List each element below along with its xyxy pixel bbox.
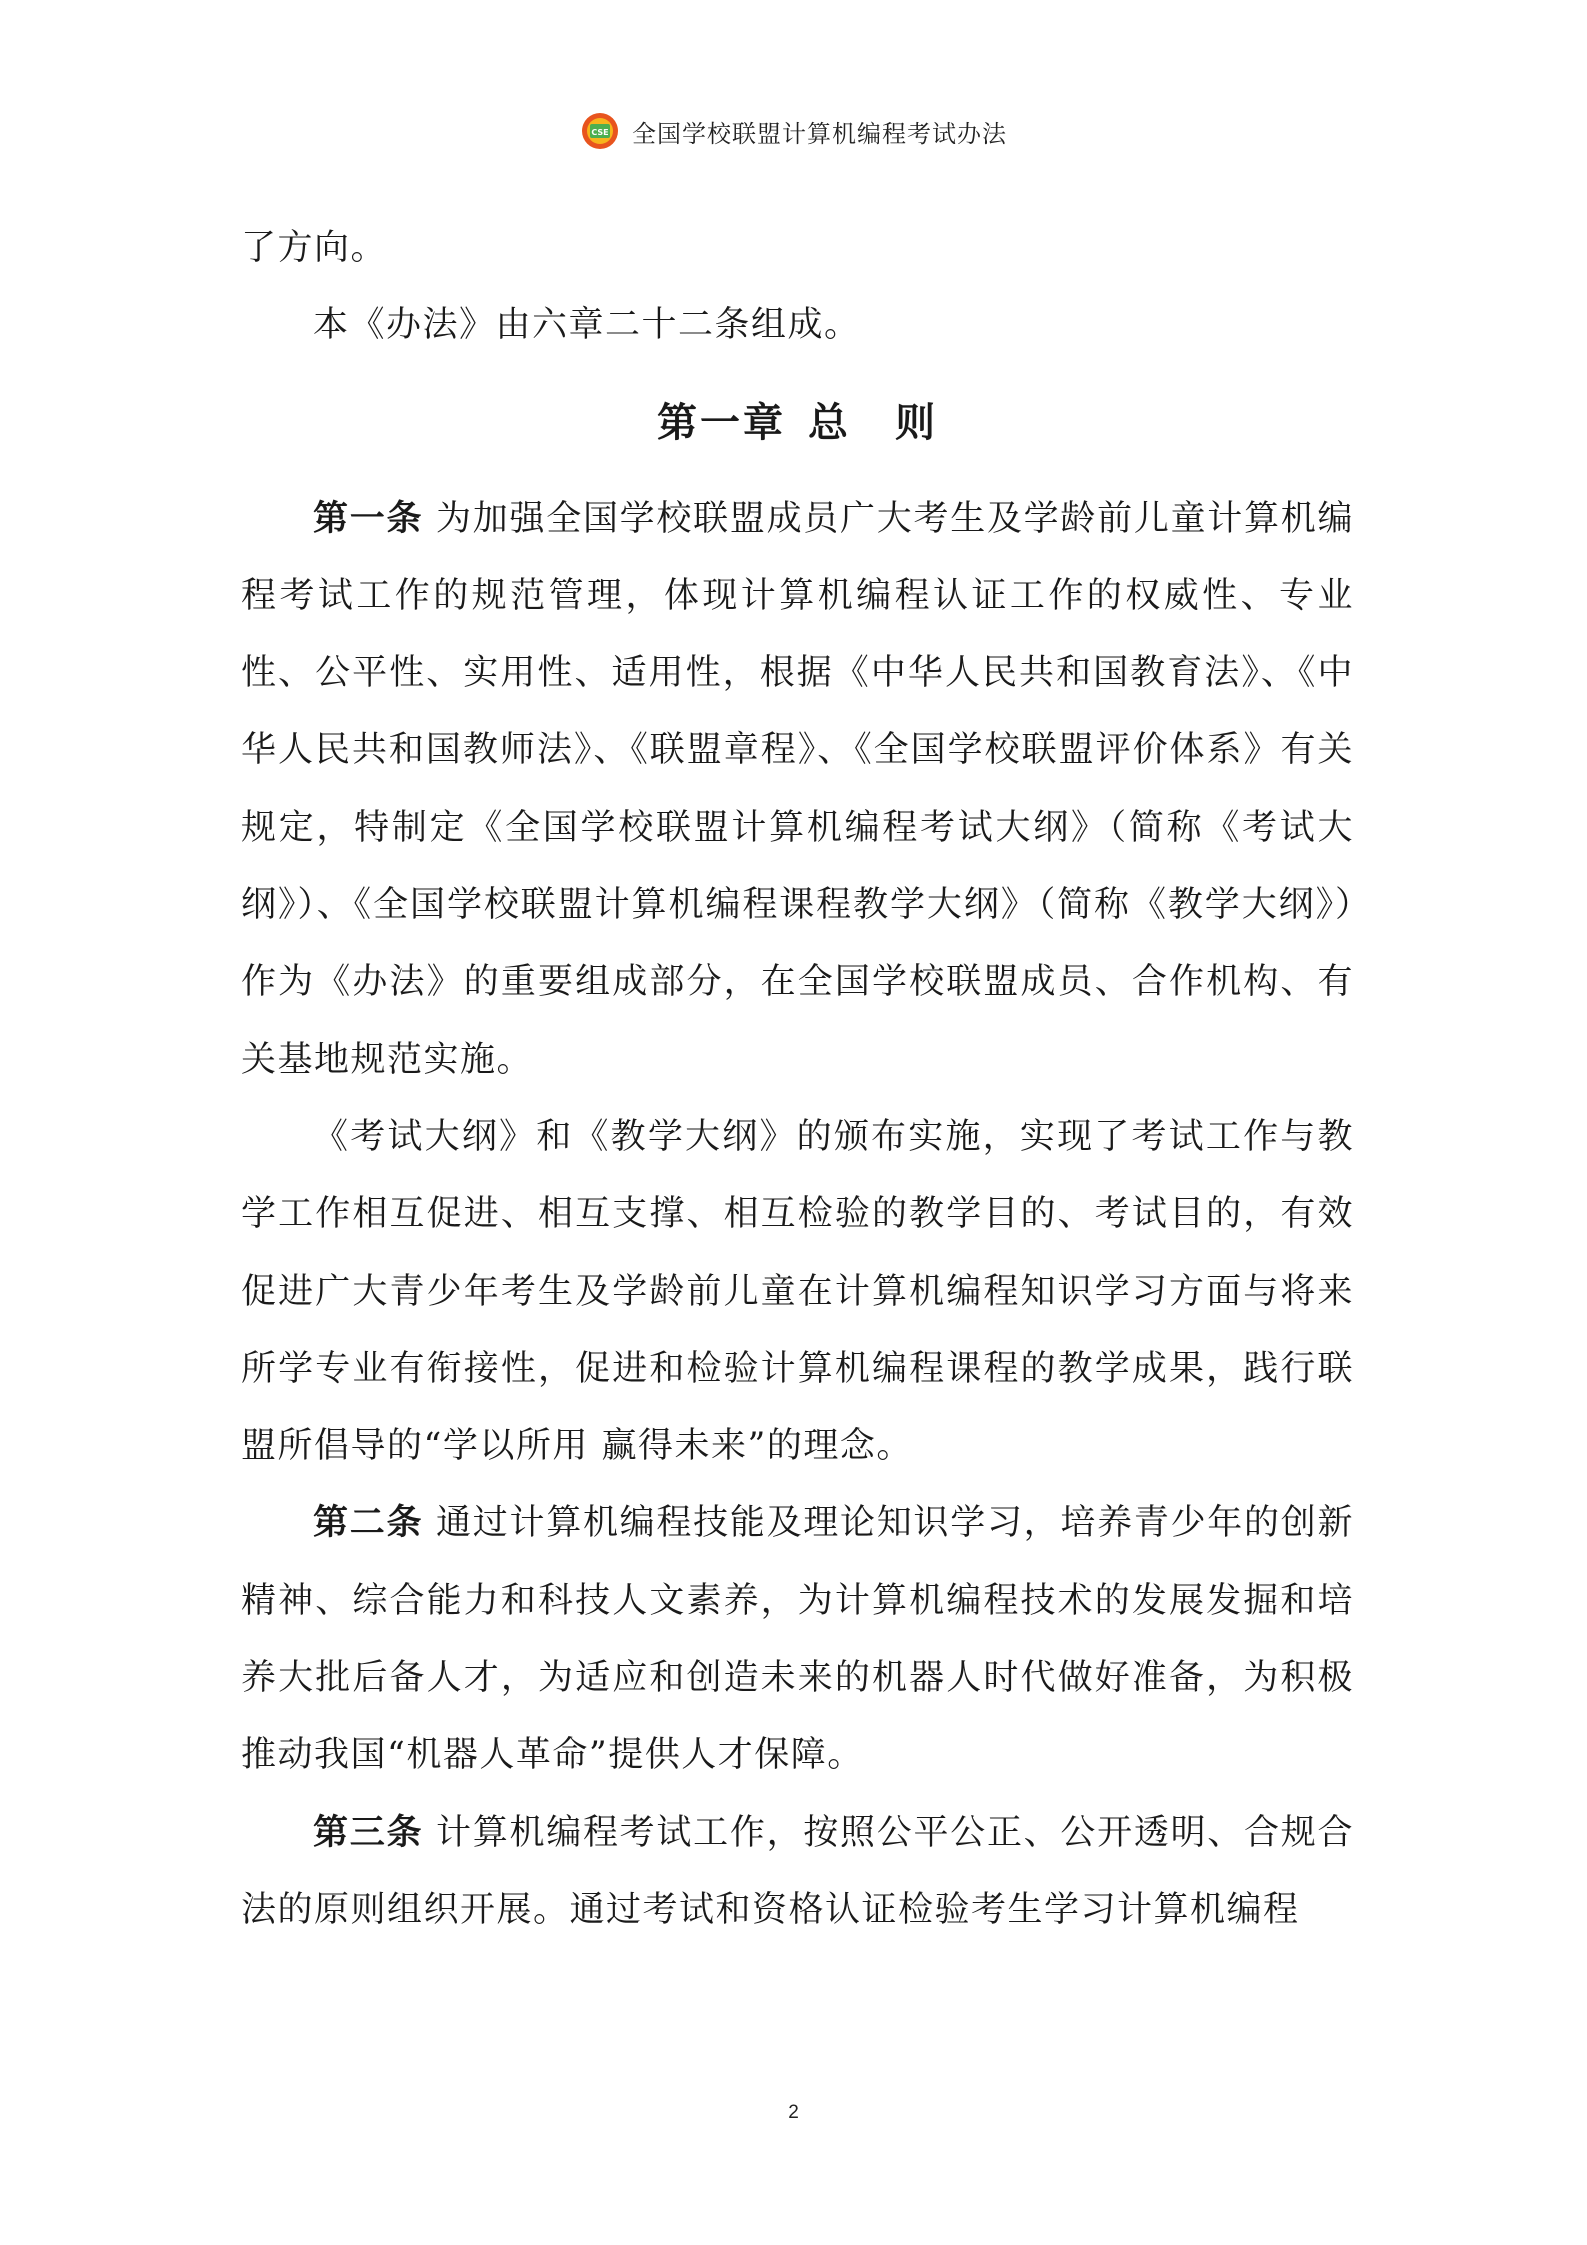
article-3-label: 第三条 <box>313 1812 424 1853</box>
article-2 <box>241 1485 1354 1794</box>
chapter-number: 第一章 <box>657 399 786 446</box>
article-2-label: 第二条 <box>313 1503 424 1544</box>
article-3-text: 计算机编程考试工作，按照公平公正、公开透明、合规合法的原则组织开展。通过考试和资格认证检验考生学习计算机编程 <box>241 1812 1354 1930</box>
article-3 <box>241 1795 1354 1950</box>
document-body <box>241 210 1354 1949</box>
header-title: 全国学校联盟计算机编程考试办法 <box>632 119 1007 148</box>
chapter-title-char-1: 总 <box>808 399 851 446</box>
page-number: 2 <box>788 2102 799 2123</box>
article-2-text: 通过计算机编程技能及理论知识学习，培养青少年的创新精神、综合能力和科技人文素养，为计算机编程技术的发展发掘和培养大批后备人才，为适应和创造未来的机器人时代做好准备，为积极推动我国“机器人革命”提供人才保障。 <box>241 1503 1354 1776</box>
chapter-title-char-2: 则 <box>895 399 938 446</box>
paragraph-continuation: 了方向。 <box>241 228 388 268</box>
chapter-heading <box>241 393 1354 453</box>
article-1-text: 为加强全国学校联盟成员广大考生及学龄前儿童计算机编程考试工作的规范管理，体现计算机编程认证工作的权威性、专业性、公平性、实用性、适用性，根据《中华人民共和国教育法》、《中华人民共和国教师法》、《联盟章程》、《全国学校联盟评价体系》有关规定，特制定《全国学校联盟计算机编程考试大纲》（简称《考试大纲》）、《全国学校联盟计算机编程课程教学大纲》（简称《教学大纲》）作为《办法》的重要组成部分，在全国学校联盟成员、合作机构、有关基地规范实施。 <box>241 498 1354 1080</box>
paragraph-structure: 本《办法》由六章二十二条组成。 <box>313 305 861 346</box>
page-header <box>0 108 1587 154</box>
svg-text:CSE: CSE <box>591 128 609 137</box>
alliance-logo-icon <box>580 111 620 151</box>
article-1-paragraph-2: 《考试大纲》和《教学大纲》的颁布实施，实现了考试工作与教学工作相互促进、相互支撑、相互检验的教学目的、考试目的，有效促进广大青少年考生及学龄前儿童在计算机编程知识学习方面与将来所学专业有衔接性，促进和检验计算机编程课程的教学成果，践行联盟所倡导的“学以所用 赢得未来”的理念。 <box>241 1116 1354 1467</box>
article-1 <box>241 481 1354 1099</box>
article-1-label: 第一条 <box>313 498 424 539</box>
